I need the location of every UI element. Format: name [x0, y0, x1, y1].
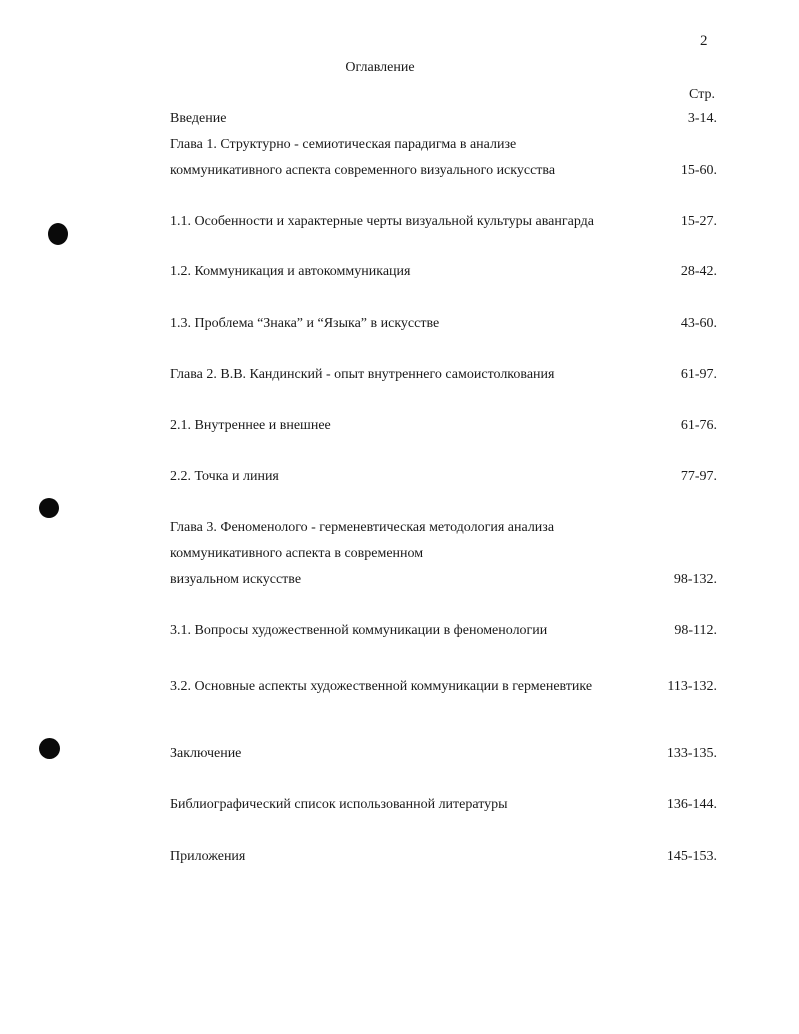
toc-entry-title-line: коммуникативного аспекта современного визуального искусства	[170, 163, 556, 178]
toc-entry-title: Глава 2. В.В. Кандинский - опыт внутреннего самоистолкования	[170, 367, 555, 382]
toc-entry-pages: 145-153.	[666, 849, 717, 864]
binder-hole-middle	[39, 498, 59, 518]
toc-entry-pages: 133-135.	[666, 746, 717, 761]
binder-hole-top	[48, 223, 68, 245]
toc-entry-title: 2.2. Точка и линия	[170, 469, 279, 484]
toc-entry-section-1-2	[170, 259, 717, 285]
toc-entry-appendix	[170, 844, 717, 870]
toc-entry-chapter-3	[170, 515, 717, 593]
toc-entry-conclusion	[170, 741, 717, 767]
toc-entry-title: Приложения	[170, 849, 246, 864]
toc-entry-section-3-1	[170, 618, 717, 644]
toc-entry-chapter-1	[170, 132, 717, 184]
toc-entry-title: Библиографический список использованной литературы	[170, 797, 508, 812]
toc-entry-pages: 136-144.	[666, 797, 717, 812]
toc-entry-title: 3.2. Основные аспекты художественной коммуникации в герменевтике	[170, 679, 593, 694]
toc-entry-pages: 15-27.	[680, 214, 717, 229]
toc-entry-title-line: коммуникативного аспекта в современном	[170, 546, 424, 561]
toc-entry-title: 2.1. Внутреннее и внешнее	[170, 418, 331, 433]
toc-entry-title: 1.2. Коммуникация и автокоммуникация	[170, 264, 411, 279]
toc-entry-title: 1.3. Проблема “Знака” и “Языка” в искусстве	[170, 316, 440, 331]
binder-hole-bottom	[39, 738, 60, 759]
toc-entry-section-1-1	[170, 209, 717, 235]
toc-entry-title-line: визуальном искусстве	[170, 572, 302, 587]
toc-entry-section-2-2	[170, 464, 717, 490]
toc-entry-pages: 61-97.	[680, 367, 717, 382]
toc-entry-bibliography	[170, 792, 717, 818]
page-number: 2	[700, 33, 708, 49]
toc-entry-pages: 98-112.	[674, 623, 717, 638]
toc-entry-pages: 61-76.	[680, 418, 717, 433]
toc-entry-title: Заключение	[170, 746, 242, 761]
toc-entry-title: Введение	[170, 111, 227, 126]
toc-entry-introduction	[170, 106, 717, 132]
toc-entry-chapter-2	[170, 362, 717, 388]
toc-entry-section-1-3	[170, 311, 717, 337]
toc-entry-title-line: Глава 1. Структурно - семиотическая парадигма в анализе	[170, 137, 517, 152]
toc-entry-pages: 77-97.	[680, 469, 717, 484]
toc-entry-pages: 28-42.	[680, 264, 717, 279]
toc-entry-pages: 43-60.	[680, 316, 717, 331]
toc-entry-section-3-2	[170, 674, 717, 700]
toc-entry-title-line: Глава 3. Феноменолого - герменевтическая методология анализа	[170, 520, 555, 535]
toc-entry-pages: 3-14.	[687, 111, 717, 126]
toc-entry-pages: 113-132.	[667, 679, 717, 694]
toc-entry-pages: 15-60.	[680, 163, 717, 178]
page-title: Оглавление	[345, 60, 415, 75]
toc-entry-pages: 98-132.	[673, 572, 717, 587]
toc-entry-title: 1.1. Особенности и характерные черты визуальной культуры авангарда	[170, 214, 594, 229]
pages-column-header: Стр.	[689, 87, 715, 102]
toc-entry-section-2-1	[170, 413, 717, 439]
toc-entry-title: 3.1. Вопросы художественной коммуникации в феноменологии	[170, 623, 548, 638]
